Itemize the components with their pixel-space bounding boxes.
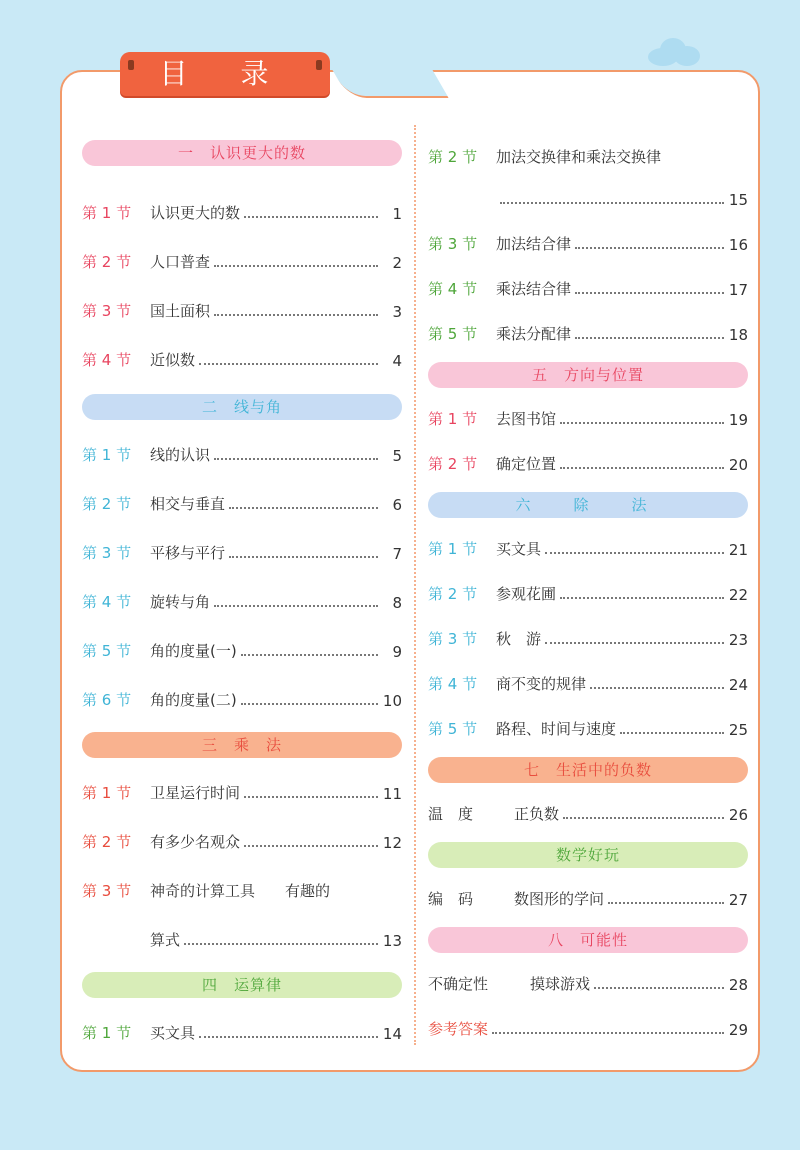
leader-dots (590, 687, 724, 689)
section-label: 第 3 节 (428, 235, 478, 253)
topic-title: 角的度量(一) (150, 642, 237, 660)
unit-header: 八 可能性 (428, 927, 748, 953)
leader-dots (560, 597, 724, 599)
topic-title: 国土面积 (150, 302, 211, 320)
page-number: 14 (382, 1025, 402, 1043)
toc-entry[interactable] (428, 538, 748, 559)
page-number: 17 (728, 281, 748, 299)
section-label: 第 2 节 (82, 253, 132, 271)
page-number: 22 (728, 586, 748, 604)
toc-entry[interactable] (428, 233, 748, 254)
answers-label: 参考答案 (428, 1020, 489, 1038)
toc-entry[interactable] (428, 718, 748, 739)
topic-title: 去图书馆 (496, 410, 557, 428)
leader-dots (241, 703, 378, 705)
topic-title: 确定位置 (496, 455, 557, 473)
leader-dots (229, 507, 378, 509)
page-number: 18 (728, 326, 748, 344)
topic-title: 加法交换律和乘法交换律 (496, 148, 662, 166)
leader-dots (575, 247, 724, 249)
toc-entry[interactable] (82, 349, 402, 370)
leader-dots (244, 796, 378, 798)
leader-dots (594, 987, 724, 989)
leader-dots (244, 216, 378, 218)
topic-title: 算式 (150, 931, 181, 949)
left-column (82, 140, 402, 1043)
section-label: 第 3 节 (82, 302, 132, 320)
toc-entry[interactable] (428, 408, 748, 429)
leader-dots (184, 943, 378, 945)
section-label: 第 1 节 (428, 540, 478, 558)
section-label: 第 4 节 (82, 351, 132, 369)
topic-title: 相交与垂直 (150, 495, 226, 513)
topic-title: 加法结合律 (496, 235, 572, 253)
toc-entry[interactable] (428, 453, 748, 474)
toc-entry[interactable] (82, 880, 402, 901)
section-label: 第 2 节 (428, 585, 478, 603)
unit-header: 七 生活中的负数 (428, 757, 748, 783)
leader-dots (560, 422, 724, 424)
toc-entry[interactable] (428, 323, 748, 344)
topic-title: 买文具 (496, 540, 542, 558)
section-label: 编 码 (428, 890, 474, 908)
topic-title: 正负数 (514, 805, 560, 823)
page-number: 10 (382, 692, 402, 710)
topic-title: 乘法结合律 (496, 280, 572, 298)
section-label: 第 2 节 (428, 148, 478, 166)
leader-dots (563, 817, 724, 819)
page-number: 23 (728, 631, 748, 649)
page-number: 27 (728, 891, 748, 909)
topic-title: 线的认识 (150, 446, 211, 464)
toc-entry[interactable] (82, 493, 402, 514)
toc-entry[interactable] (82, 591, 402, 612)
page-number: 26 (728, 806, 748, 824)
toc-entry[interactable] (428, 583, 748, 604)
topic-title: 秋 游 (496, 630, 542, 648)
page-number: 11 (382, 785, 402, 803)
topic-title: 买文具 (150, 1024, 196, 1042)
section-label: 第 3 节 (428, 630, 478, 648)
title-pin-left (128, 60, 134, 70)
leader-dots (575, 337, 724, 339)
topic-title: 有多少名观众 (150, 833, 241, 851)
topic-title: 参观花圃 (496, 585, 557, 603)
unit-header: 四 运算律 (82, 972, 402, 998)
page-number: 13 (382, 932, 402, 950)
topic-title: 摸球游戏 (530, 975, 591, 993)
page-number: 29 (728, 1021, 748, 1039)
toc-entry-answers[interactable] (428, 1018, 748, 1039)
page-number: 24 (728, 676, 748, 694)
toc-entry[interactable] (428, 803, 748, 824)
leader-dots (575, 292, 724, 294)
topic-title: 神奇的计算工具 有趣的 (150, 882, 331, 900)
section-label: 第 3 节 (82, 544, 132, 562)
section-label: 温 度 (428, 805, 474, 823)
leader-dots (241, 654, 378, 656)
section-label: 第 4 节 (428, 280, 478, 298)
topic-title: 乘法分配律 (496, 325, 572, 343)
section-label: 第 2 节 (428, 455, 478, 473)
column-divider (414, 125, 416, 1045)
toc-entry[interactable] (428, 673, 748, 694)
page-number: 12 (382, 834, 402, 852)
topic-title: 角的度量(二) (150, 691, 237, 709)
unit-header: 数学好玩 (428, 842, 748, 868)
leader-dots (545, 642, 724, 644)
unit-header: 三 乘 法 (82, 732, 402, 758)
topic-title: 卫星运行时间 (150, 784, 241, 802)
toc-entry-continued[interactable] (428, 191, 748, 209)
topic-title: 近似数 (150, 351, 196, 369)
leader-dots (620, 732, 724, 734)
page-number: 5 (392, 447, 402, 465)
topic-title: 旋转与角 (150, 593, 211, 611)
page-number: 25 (728, 721, 748, 739)
page-number: 9 (392, 643, 402, 661)
right-column (428, 146, 748, 1039)
toc-entry[interactable] (428, 278, 748, 299)
leader-dots (214, 458, 378, 460)
leader-dots (545, 552, 724, 554)
page-number: 20 (728, 456, 748, 474)
toc-entry[interactable] (82, 542, 402, 563)
toc-entry[interactable] (82, 202, 402, 223)
leader-dots (492, 1032, 724, 1034)
page-number: 19 (728, 411, 748, 429)
toc-entry[interactable] (428, 146, 748, 167)
page-number: 2 (392, 254, 402, 272)
section-label: 第 1 节 (82, 204, 132, 222)
toc-entry[interactable] (428, 973, 748, 994)
page-number: 6 (392, 496, 402, 514)
leader-dots (500, 202, 724, 204)
toc-entry[interactable] (82, 831, 402, 852)
toc-entry[interactable] (82, 251, 402, 272)
section-label: 第 2 节 (82, 495, 132, 513)
section-label: 第 2 节 (82, 833, 132, 851)
page-number: 15 (728, 191, 748, 209)
toc-entry[interactable] (82, 444, 402, 465)
section-label: 第 5 节 (428, 720, 478, 738)
cloud-decoration (648, 38, 700, 66)
section-label: 第 4 节 (82, 593, 132, 611)
unit-header: 五 方向与位置 (428, 362, 748, 388)
toc-entry[interactable] (82, 689, 402, 710)
page-number: 7 (392, 545, 402, 563)
leader-dots (199, 1036, 378, 1038)
unit-header: 一 认识更大的数 (82, 140, 402, 166)
topic-title: 人口普查 (150, 253, 211, 271)
section-label: 第 1 节 (82, 784, 132, 802)
page-number: 28 (728, 976, 748, 994)
section-label: 第 5 节 (428, 325, 478, 343)
toc-entry[interactable] (82, 1022, 402, 1043)
leader-dots (229, 556, 378, 558)
leader-dots (244, 845, 378, 847)
page-title (120, 52, 330, 96)
section-label: 第 1 节 (82, 1024, 132, 1042)
page-number: 3 (392, 303, 402, 321)
toc-entry[interactable] (428, 888, 748, 909)
unit-header: 六 除 法 (428, 492, 748, 518)
leader-dots (214, 265, 378, 267)
leader-dots (214, 314, 378, 316)
topic-title: 平移与平行 (150, 544, 226, 562)
section-label: 第 5 节 (82, 642, 132, 660)
section-label: 第 6 节 (82, 691, 132, 709)
toc-entry-continued[interactable] (82, 929, 402, 950)
toc-entry[interactable] (82, 640, 402, 661)
section-label: 第 4 节 (428, 675, 478, 693)
section-label: 第 1 节 (82, 446, 132, 464)
title-text: 目 录 (159, 57, 291, 90)
section-label: 第 3 节 (82, 882, 132, 900)
section-label: 第 1 节 (428, 410, 478, 428)
leader-dots (214, 605, 378, 607)
section-label: 不确定性 (428, 975, 489, 993)
page-number: 21 (728, 541, 748, 559)
title-pin-right (316, 60, 322, 70)
page-number: 16 (728, 236, 748, 254)
toc-entry[interactable] (428, 628, 748, 649)
toc-entry[interactable] (82, 782, 402, 803)
toc-entry[interactable] (82, 300, 402, 321)
topic-title: 路程、时间与速度 (496, 720, 617, 738)
page-number: 1 (392, 205, 402, 223)
leader-dots (199, 363, 378, 365)
leader-dots (608, 902, 724, 904)
topic-title: 数图形的学问 (514, 890, 605, 908)
page-number: 4 (392, 352, 402, 370)
topic-title: 商不变的规律 (496, 675, 587, 693)
leader-dots (560, 467, 724, 469)
topic-title: 认识更大的数 (150, 204, 241, 222)
unit-header: 二 线与角 (82, 394, 402, 420)
page-number: 8 (392, 594, 402, 612)
